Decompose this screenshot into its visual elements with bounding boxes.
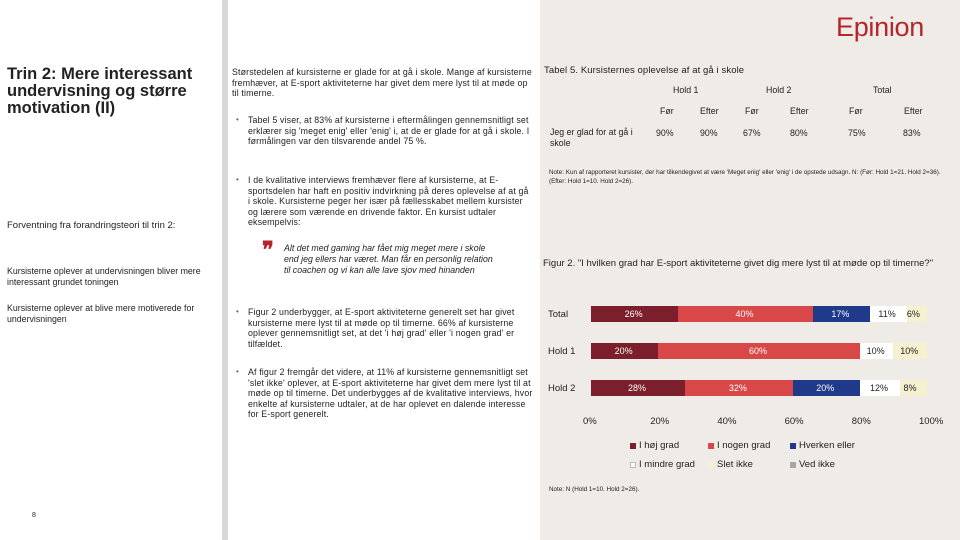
legend-swatch bbox=[708, 462, 714, 468]
legend-label: I mindre grad bbox=[639, 459, 695, 470]
bullet-text-1: Tabel 5 viser, at 83% af kursisterne i eftermålingen gennemsnitligt set erklærer sig 'meget enig' eller 'enig' i, at de er glade for at gå i skole. I førmålingen var den tilsvarende andel 75 %. bbox=[248, 115, 530, 146]
bullet-text-3: Figur 2 underbygger, at E-sport aktiviteterne generelt set har givet kursisterne mere lyst til at møde op til timerne. 66% af kursisterne oplever gennemsnitligt set, at det 'i høj grad' eller 'i nogen grad' er tilfældet. bbox=[248, 307, 515, 349]
bar-value-label: 12% bbox=[869, 383, 888, 393]
x-tick-label: 40% bbox=[717, 416, 737, 427]
bullet-text-2: I de kvalitative interviews fremhæver flere af kursisterne, at E-sportsdelen har haft en positiv indvirkning på deres oplevelse af at gå i skole. Kursisterne peger her især på fællesskabet mellem kursister og lærere som værende en drivende faktor. En kursist udtaler eksempelvis: bbox=[248, 175, 529, 227]
bullet-text-4: Af figur 2 fremgår det videre, at 11% af kursisterne gennemsnitligt set 'slet ikke' oplever, at E-sport aktiviteterne har givet dem mere lyst til at møde op til timerne. Det underbygges af de kvalitative interviews, hvor enkelte af kursisterne udtaler, at de har oplevet en dalende interesse for E-sport generelt. bbox=[248, 367, 533, 419]
legend-label: Slet ikke bbox=[717, 459, 753, 470]
bullet-dot: • bbox=[236, 367, 239, 376]
bar-value-label: 20% bbox=[614, 346, 633, 356]
bar-value-label: 60% bbox=[749, 346, 768, 356]
table-group-hold-1: Hold 1 bbox=[673, 85, 699, 95]
intro-paragraph: Størstedelen af kursisterne er glade for at gå i skole. Mange af kursisterne fremhæver, at E-sport aktiviteterne har givet dem mere lyst til at møde op til timerne. bbox=[232, 67, 532, 98]
expectation-point-1: Kursisterne oplever at undervisningen bliver mere interessant grundet toningen bbox=[7, 266, 201, 287]
bar-value-label: 6% bbox=[906, 309, 920, 319]
table-subheader: Før bbox=[660, 106, 674, 116]
category-label: Total bbox=[548, 309, 569, 320]
table-cell: 75% bbox=[848, 128, 866, 138]
bar-value-label: 8% bbox=[903, 383, 917, 393]
bar-value-label: 40% bbox=[735, 309, 754, 319]
table-cell: 80% bbox=[790, 128, 808, 138]
legend-label: I nogen grad bbox=[717, 440, 771, 451]
legend-label: I høj grad bbox=[639, 440, 680, 451]
category-label: Hold 1 bbox=[548, 346, 576, 357]
table-cell: 90% bbox=[700, 128, 718, 138]
bar-value-label: 10% bbox=[866, 346, 885, 356]
table-group-hold-2: Hold 2 bbox=[766, 85, 792, 95]
table-subheader: Før bbox=[849, 106, 863, 116]
table-group-total: Total bbox=[873, 85, 892, 95]
bar-value-label: 17% bbox=[831, 309, 850, 319]
table-cell: 67% bbox=[743, 128, 761, 138]
x-tick-label: 20% bbox=[650, 416, 670, 427]
bar-value-label: 20% bbox=[816, 383, 835, 393]
figure-title: Figur 2. "I hvilken grad har E-sport aktiviteterne givet dig mere lyst til at møde op til timerne?" bbox=[543, 258, 934, 269]
expectation-heading: Forventning fra forandringsteori til trin 2: bbox=[7, 220, 176, 231]
bar-value-label: 28% bbox=[628, 383, 647, 393]
bar-value-label: 11% bbox=[878, 309, 896, 319]
legend-item bbox=[790, 440, 855, 451]
figure-note: Note: N (Hold 1=10. Hold 2=26). bbox=[549, 486, 640, 493]
page-title: Trin 2: Mere interessant undervisning og større motivation (II) bbox=[7, 65, 193, 117]
x-tick-label: 60% bbox=[784, 416, 804, 427]
x-tick-label: 100% bbox=[919, 416, 944, 427]
table-subheader: Før bbox=[745, 106, 759, 116]
legend-swatch bbox=[630, 443, 636, 449]
bar-value-label: 26% bbox=[624, 309, 643, 319]
x-tick-label: 80% bbox=[851, 416, 871, 427]
bullet-dot: • bbox=[236, 307, 239, 316]
bullet-dot: • bbox=[236, 115, 239, 124]
legend-item bbox=[708, 440, 770, 451]
table-subheader: Efter bbox=[790, 106, 809, 116]
legend-swatch bbox=[630, 462, 636, 468]
x-tick-label: 0% bbox=[583, 416, 597, 427]
legend-item bbox=[630, 440, 679, 451]
epinion-logo: Epinion bbox=[836, 12, 924, 42]
category-label: Hold 2 bbox=[548, 383, 576, 394]
page-number: 8 bbox=[32, 512, 36, 519]
legend-item bbox=[790, 459, 835, 470]
bullet-dot: • bbox=[236, 175, 239, 184]
legend-swatch bbox=[708, 443, 714, 449]
legend-swatch bbox=[790, 443, 796, 449]
table-row-label: Jeg er glad for at gå i skole bbox=[550, 127, 633, 148]
legend-item bbox=[708, 459, 753, 470]
table-title: Tabel 5. Kursisternes oplevelse af at gå i skole bbox=[544, 65, 745, 76]
legend-label: Ved ikke bbox=[799, 459, 835, 470]
expectation-point-2: Kursisterne oplever at blive mere motiverede for undervisningen bbox=[7, 303, 195, 324]
bar-value-label: 10% bbox=[900, 346, 919, 356]
table-note: Note: Kun af rapporteret kursister, der har tilkendegivet at være 'Meget enig' eller 'enig' i de opstede udsagn. N: (Før: Hold 1=21. Hold 2=36). (Efter: Hold 1=10. Hold 2=26). bbox=[549, 169, 941, 185]
quote-icon: ❞ bbox=[262, 237, 274, 262]
table-subheader: Efter bbox=[700, 106, 719, 116]
table-cell: 83% bbox=[903, 128, 921, 138]
table-cell: 90% bbox=[656, 128, 674, 138]
table-subheader: Efter bbox=[904, 106, 923, 116]
interview-quote: Alt det med gaming har fået mig meget mere i skole end jeg ellers har været. Man får en personlig relation til coachen og vi kan alle lave sjov med hinanden bbox=[284, 243, 493, 275]
left-divider bbox=[222, 0, 228, 540]
bar-value-label: 32% bbox=[728, 383, 747, 393]
legend-label: Hverken eller bbox=[799, 440, 855, 451]
legend-item bbox=[630, 459, 695, 470]
legend-swatch bbox=[790, 462, 796, 468]
